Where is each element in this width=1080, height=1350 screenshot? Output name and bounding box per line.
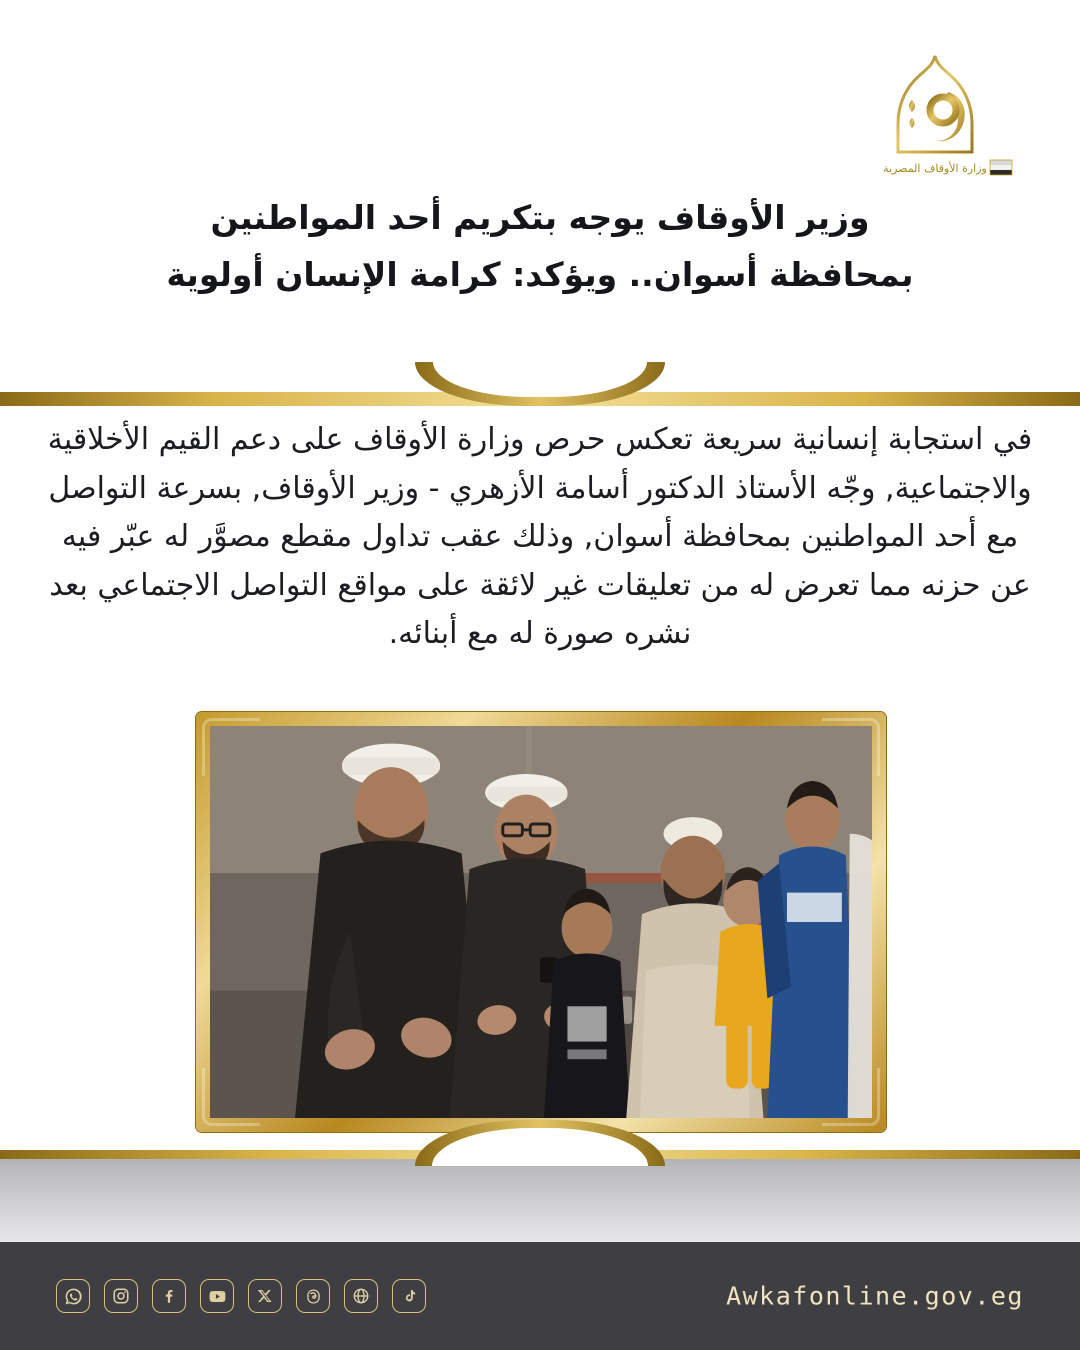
whatsapp-icon[interactable] [56, 1279, 90, 1313]
svg-text:وزارة الأوقاف المصرية: وزارة الأوقاف المصرية [883, 162, 987, 175]
page-title [120, 190, 960, 304]
x-twitter-icon[interactable] [248, 1279, 282, 1313]
gold-divider [0, 378, 1080, 406]
tiktok-icon[interactable] [392, 1279, 426, 1313]
headline-line-1: وزير الأوقاف يوجه بتكريم أحد المواطنين [210, 198, 870, 237]
youtube-icon[interactable] [200, 1279, 234, 1313]
website-url[interactable]: Awkafonline.gov.eg [726, 1281, 1024, 1311]
threads-icon[interactable] [296, 1279, 330, 1313]
headline-line-2: بمحافظة أسوان.. ويؤكد: كرامة الإنسان أولوية [166, 254, 914, 294]
footer [0, 1242, 1080, 1350]
instagram-icon[interactable] [104, 1279, 138, 1313]
social-links [56, 1279, 426, 1313]
ministry-of-awqaf-logo [850, 48, 1020, 198]
header [0, 0, 1080, 400]
grey-band [0, 1150, 1080, 1242]
body-paragraph: في استجابة إنسانية سريعة تعكس حرص وزارة الأوقاف على دعم القيم الأخلاقية والاجتماعية, وجّه الأستاذ الدكتور أسامة الأزهري - وزير الأوقاف, بسرعة التواصل مع أحد المواطنين بمحافظة أسوان, وذلك عقب تداول مقطع مصوَّر له عبّر فيه عن حزنه مما تعرض له من تعليقات غير لائقة على مواقع التواصل الاجتماعي بعد نشره صورة له مع أبنائه. [47, 422, 1033, 652]
news-photo [210, 726, 872, 1118]
facebook-icon[interactable] [152, 1279, 186, 1313]
website-globe-icon[interactable] [344, 1279, 378, 1313]
photo-frame [196, 712, 886, 1132]
